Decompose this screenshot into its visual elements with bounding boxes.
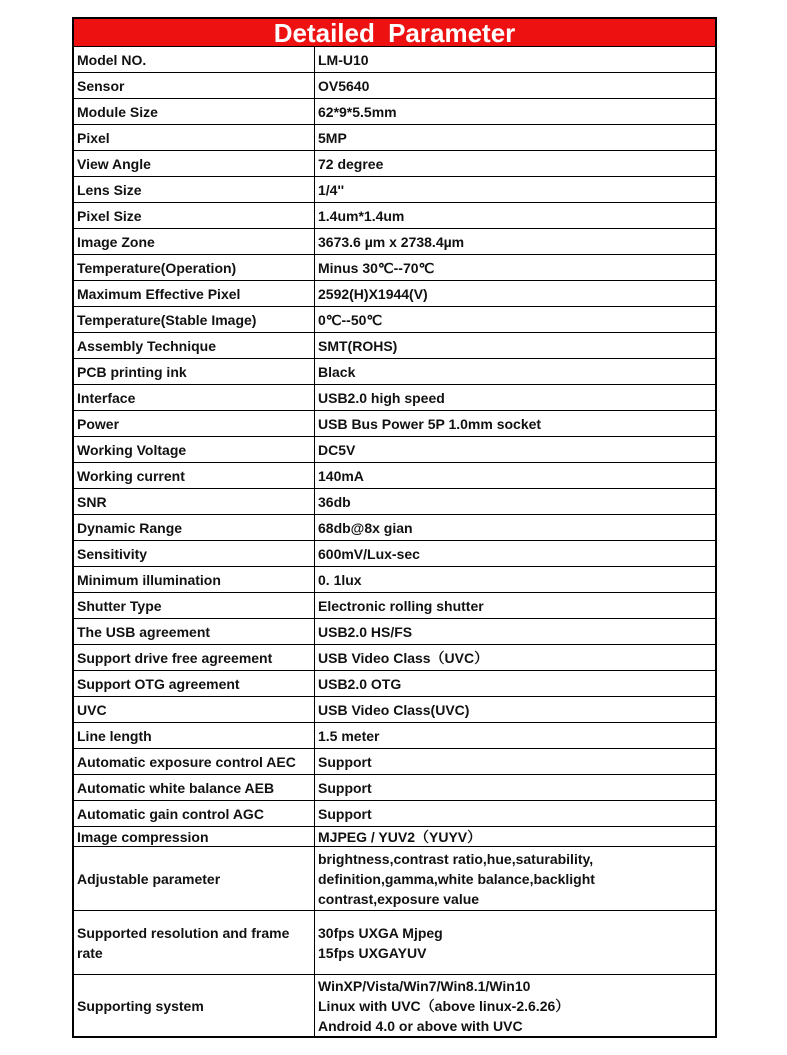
param-label: Pixel <box>74 125 315 151</box>
table-row <box>74 697 715 723</box>
param-value-line: Black <box>318 363 356 380</box>
table-row <box>74 847 715 911</box>
param-value <box>315 975 716 1037</box>
param-value <box>315 567 716 593</box>
table-row <box>74 177 715 203</box>
parameter-sheet <box>72 17 717 1038</box>
param-value-line: 36db <box>318 493 351 510</box>
table-row <box>74 975 715 1037</box>
param-value-line: USB2.0 HS/FS <box>318 623 413 640</box>
param-label: View Angle <box>74 151 315 177</box>
param-value-line: Support <box>318 779 372 796</box>
table-row <box>74 671 715 697</box>
table-row <box>74 911 715 975</box>
param-label: Automatic gain control AGC <box>74 801 315 827</box>
param-label: Supported resolution and frame rate <box>74 911 315 975</box>
param-value <box>315 281 716 307</box>
parameter-table <box>74 47 715 1036</box>
param-value <box>315 463 716 489</box>
param-label: UVC <box>74 697 315 723</box>
param-value-line: 0. 1lux <box>318 571 362 588</box>
table-row <box>74 489 715 515</box>
table-row <box>74 827 715 847</box>
sheet-title: Detailed Parameter <box>74 19 715 47</box>
param-value <box>315 47 716 73</box>
param-value <box>315 645 716 671</box>
param-value-line: USB Bus Power 5P 1.0mm socket <box>318 415 542 432</box>
param-value-line: 30fps UXGA Mjpeg <box>318 924 443 941</box>
table-row <box>74 307 715 333</box>
param-value <box>315 749 716 775</box>
param-label: Pixel Size <box>74 203 315 229</box>
param-label: Temperature(Stable Image) <box>74 307 315 333</box>
param-value <box>315 593 716 619</box>
table-row <box>74 463 715 489</box>
param-value <box>315 73 716 99</box>
param-value <box>315 307 716 333</box>
table-row <box>74 437 715 463</box>
param-value <box>315 619 716 645</box>
param-value-line: 2592(H)X1944(V) <box>318 285 428 302</box>
param-value-line: Electronic rolling shutter <box>318 597 484 614</box>
param-value-line: contrast,exposure value <box>318 890 480 907</box>
param-label: Model NO. <box>74 47 315 73</box>
param-value-line: brightness,contrast ratio,hue,saturability, <box>318 850 594 867</box>
param-value <box>315 333 716 359</box>
table-row <box>74 203 715 229</box>
param-label: Temperature(Operation) <box>74 255 315 281</box>
param-label: Automatic white balance AEB <box>74 775 315 801</box>
param-value-line: Support <box>318 753 372 770</box>
table-row <box>74 73 715 99</box>
param-label: Automatic exposure control AEC <box>74 749 315 775</box>
param-label: Working Voltage <box>74 437 315 463</box>
param-label: Image Zone <box>74 229 315 255</box>
table-row <box>74 801 715 827</box>
param-label: Minimum illumination <box>74 567 315 593</box>
param-value <box>315 801 716 827</box>
param-value <box>315 541 716 567</box>
table-row <box>74 541 715 567</box>
param-label: Image compression <box>74 827 315 847</box>
param-value-line: SMT(ROHS) <box>318 337 398 354</box>
table-row <box>74 255 715 281</box>
param-value <box>315 489 716 515</box>
param-value-line: Android 4.0 or above with UVC <box>318 1017 523 1034</box>
param-value <box>315 515 716 541</box>
table-row <box>74 515 715 541</box>
param-value <box>315 437 716 463</box>
param-value <box>315 177 716 203</box>
param-label: SNR <box>74 489 315 515</box>
param-label: Power <box>74 411 315 437</box>
param-label: Supporting system <box>74 975 315 1037</box>
param-value <box>315 411 716 437</box>
param-value <box>315 229 716 255</box>
table-row <box>74 775 715 801</box>
param-value <box>315 125 716 151</box>
param-value-line: USB2.0 high speed <box>318 389 445 406</box>
table-row <box>74 567 715 593</box>
param-label: Shutter Type <box>74 593 315 619</box>
table-row <box>74 593 715 619</box>
param-value-line: 1.4um*1.4um <box>318 207 405 224</box>
param-label: Line length <box>74 723 315 749</box>
param-value-line: USB Video Class(UVC) <box>318 701 470 718</box>
param-value <box>315 775 716 801</box>
param-value-line: DC5V <box>318 441 356 458</box>
param-value-line: 1.5 meter <box>318 727 380 744</box>
param-value-line: 68db@8x gian <box>318 519 413 536</box>
table-row <box>74 99 715 125</box>
param-value-line: MJPEG / YUV2（YUYV） <box>318 828 482 845</box>
table-row <box>74 385 715 411</box>
param-label: Dynamic Range <box>74 515 315 541</box>
table-row <box>74 645 715 671</box>
table-row <box>74 125 715 151</box>
param-label: Sensor <box>74 73 315 99</box>
param-value <box>315 827 716 847</box>
param-value-line: Support <box>318 805 372 822</box>
param-value-line: 0℃--50℃ <box>318 311 383 328</box>
param-value <box>315 671 716 697</box>
param-value-line: 15fps UXGAYUV <box>318 944 427 961</box>
param-value-line: 62*9*5.5mm <box>318 103 397 120</box>
param-value <box>315 151 716 177</box>
param-label: Sensitivity <box>74 541 315 567</box>
table-row <box>74 333 715 359</box>
param-value-line: USB Video Class（UVC） <box>318 649 489 666</box>
table-row <box>74 723 715 749</box>
table-row <box>74 411 715 437</box>
param-value <box>315 697 716 723</box>
param-label: Support OTG agreement <box>74 671 315 697</box>
param-label: Assembly Technique <box>74 333 315 359</box>
param-value-line: 72 degree <box>318 155 384 172</box>
param-value-line: Minus 30℃--70℃ <box>318 259 435 276</box>
param-label: Support drive free agreement <box>74 645 315 671</box>
param-value-line: 600mV/Lux-sec <box>318 545 420 562</box>
param-value <box>315 847 716 911</box>
param-label: Lens Size <box>74 177 315 203</box>
param-value-line: WinXP/Vista/Win7/Win8.1/Win10 <box>318 977 531 994</box>
param-label: Working current <box>74 463 315 489</box>
table-row <box>74 47 715 73</box>
param-value-line: 3673.6 µm x 2738.4µm <box>318 233 465 250</box>
table-row <box>74 151 715 177</box>
param-value <box>315 203 716 229</box>
param-value <box>315 723 716 749</box>
param-label: The USB agreement <box>74 619 315 645</box>
param-value <box>315 255 716 281</box>
table-row <box>74 749 715 775</box>
param-value <box>315 359 716 385</box>
param-label: PCB printing ink <box>74 359 315 385</box>
table-row <box>74 229 715 255</box>
table-row <box>74 359 715 385</box>
param-label: Adjustable parameter <box>74 847 315 911</box>
param-label: Interface <box>74 385 315 411</box>
param-value-line: 140mA <box>318 467 364 484</box>
param-value-line: Linux with UVC（above linux-2.6.26） <box>318 997 570 1014</box>
param-label: Maximum Effective Pixel <box>74 281 315 307</box>
param-value-line: LM-U10 <box>318 51 369 68</box>
param-value-line: 5MP <box>318 129 347 146</box>
param-value-line: definition,gamma,white balance,backlight <box>318 870 595 887</box>
table-row <box>74 281 715 307</box>
param-value-line: OV5640 <box>318 77 370 94</box>
param-value-line: USB2.0 OTG <box>318 675 402 692</box>
param-label: Module Size <box>74 99 315 125</box>
param-value <box>315 99 716 125</box>
param-value-line: 1/4'' <box>318 181 345 198</box>
table-row <box>74 619 715 645</box>
param-value <box>315 385 716 411</box>
param-value <box>315 911 716 975</box>
